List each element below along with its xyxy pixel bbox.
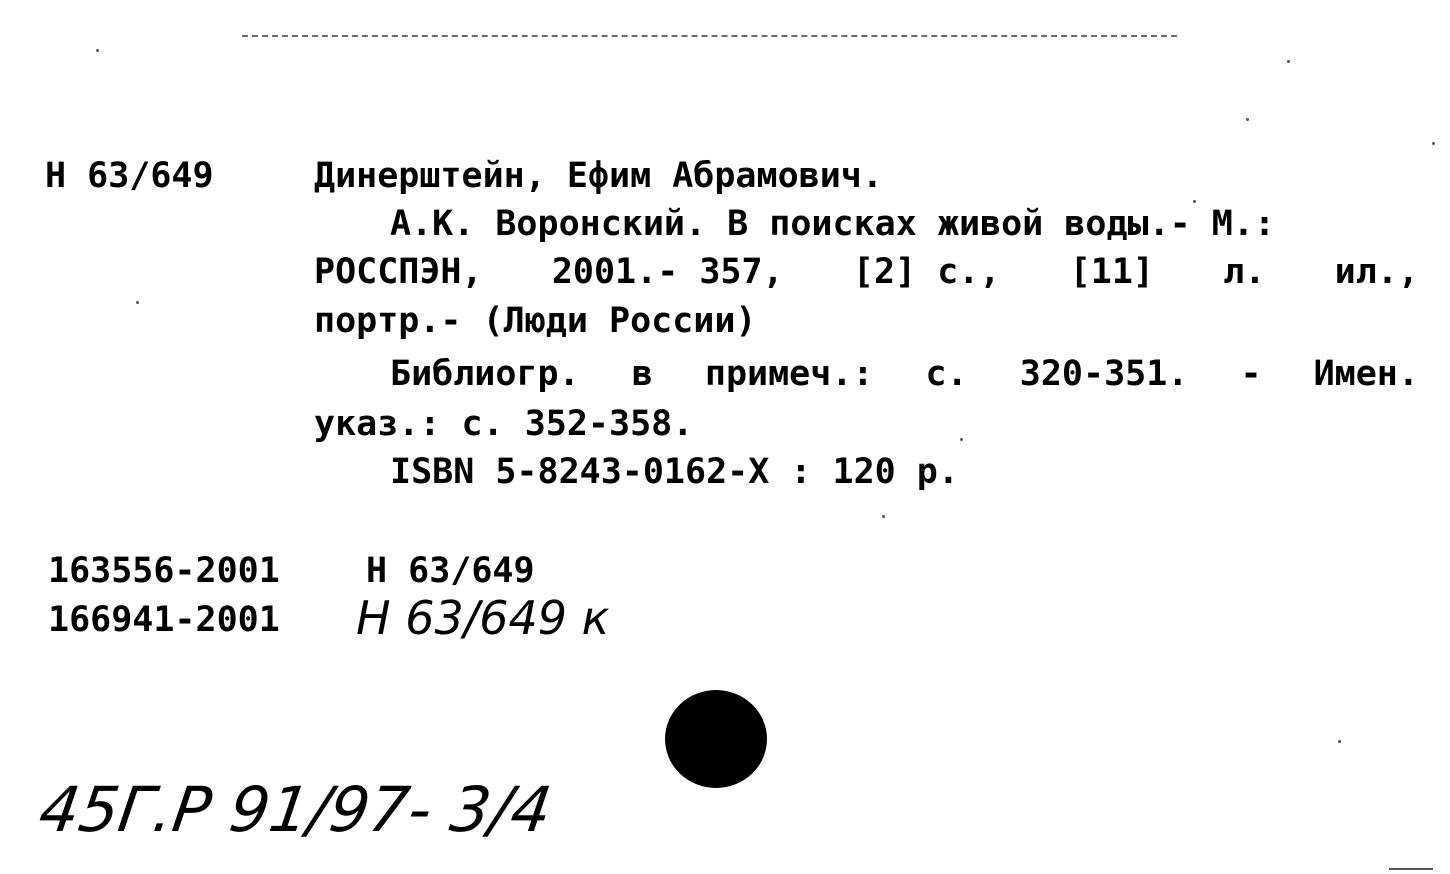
top-dashed-line <box>242 35 1177 37</box>
note-part: с. <box>925 354 968 394</box>
inventory-number: 166941-2001 <box>48 600 280 640</box>
speck <box>1287 60 1290 63</box>
speck <box>1432 142 1435 145</box>
note-part: Имен. <box>1313 354 1419 394</box>
imprint-part: 2001.- 357, <box>551 252 784 292</box>
speck <box>136 301 139 304</box>
speck <box>1389 868 1433 870</box>
author-heading: Динерштейн, Ефим Абрамович. <box>314 156 883 196</box>
inventory-shelf-handwritten: Н 63/649 к <box>356 591 610 645</box>
inventory-number: 163556-2001 <box>48 551 280 591</box>
speck <box>882 515 885 518</box>
speck <box>96 49 99 52</box>
title-statement: А.К. Воронский. В поисках живой воды.- М.: <box>390 204 1276 244</box>
handwritten-note: 45Г.Р 91/97- 3/4 <box>34 773 556 846</box>
imprint-part: ил., <box>1334 252 1419 292</box>
note-part: 320-351. <box>1019 354 1189 394</box>
imprint-part: [2] с., <box>852 252 1001 292</box>
speck <box>960 438 963 441</box>
speck <box>1246 118 1249 121</box>
note-part: Библиогр. <box>390 354 580 394</box>
series-statement: портр.- (Люди России) <box>314 301 757 341</box>
note-part: - <box>1240 354 1262 394</box>
imprint-part: РОССПЭН, <box>314 252 483 292</box>
punch-hole <box>665 690 767 788</box>
speck <box>1193 200 1196 203</box>
call-number: Н 63/649 <box>45 156 214 196</box>
imprint-part: л. <box>1223 252 1266 292</box>
imprint-line <box>314 248 1419 296</box>
index-note: указ.: с. 352-358. <box>314 404 694 444</box>
note-part: в <box>631 354 653 394</box>
inventory-shelf: Н 63/649 <box>366 551 535 591</box>
imprint-part: [11] <box>1069 252 1154 292</box>
note-part: примеч.: <box>704 354 874 394</box>
bibliography-note <box>390 350 1419 398</box>
isbn-line: ISBN 5-8243-0162-X : 120 р. <box>390 452 959 492</box>
speck <box>1338 740 1341 743</box>
